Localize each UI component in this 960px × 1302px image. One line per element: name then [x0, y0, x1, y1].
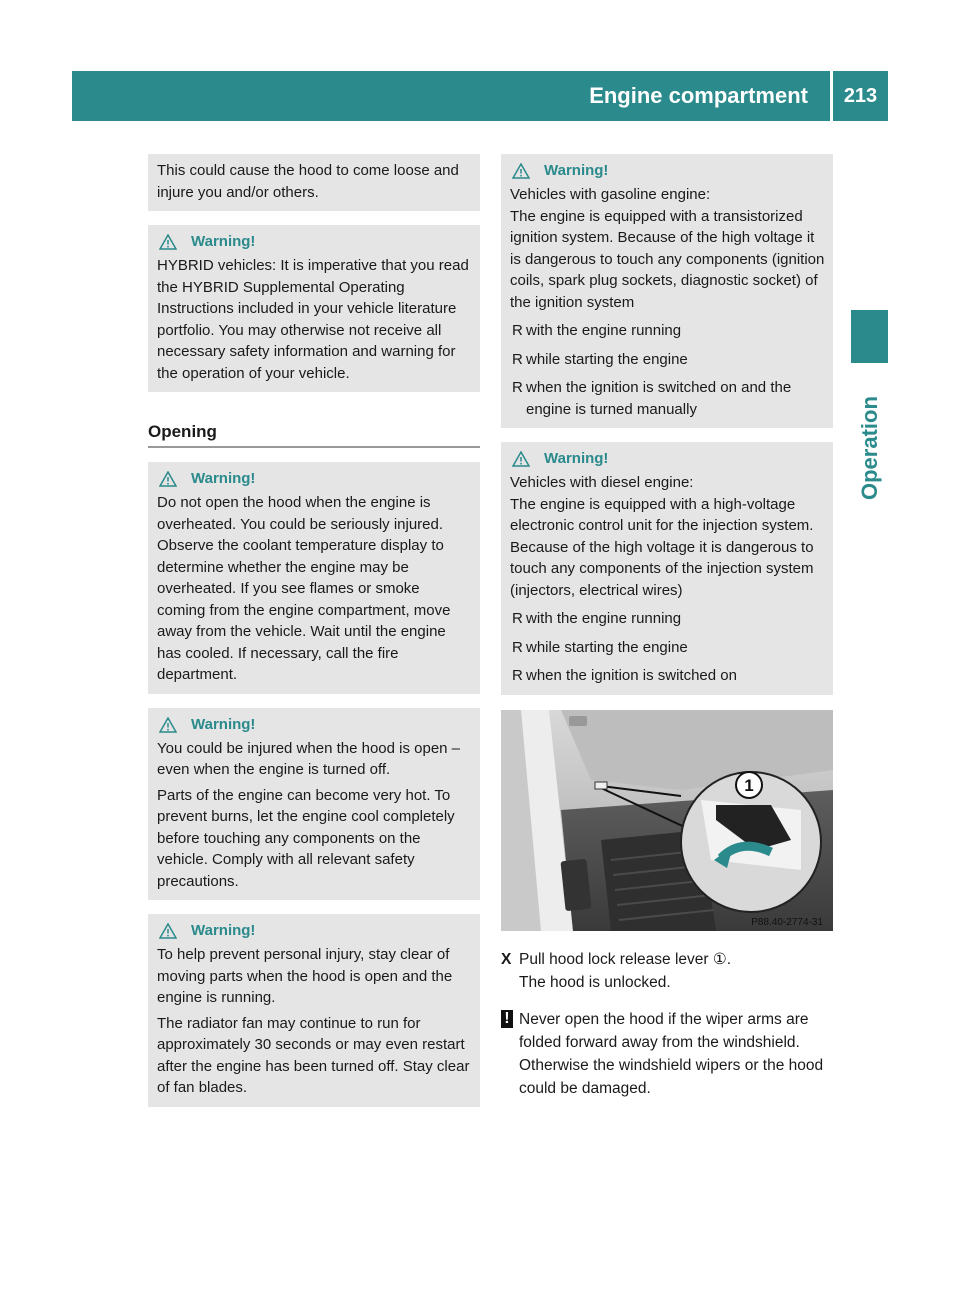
- warning-text: You could be injured when the hood is open – even when the engine is turned off.: [157, 739, 461, 778]
- warning-text: The engine is equipped with a transistorized ignition system. Because of the high voltage it is dangerous to touch any components (ignition coils, spark plug sockets, diagnostic socket) of the ignition system: [510, 207, 825, 311]
- diesel-warning-box: [501, 442, 833, 695]
- section-title: Engine compartment: [589, 83, 808, 108]
- hood-release-lever-photo: [501, 710, 833, 931]
- warning-heading: [157, 231, 472, 253]
- warning-heading: [510, 448, 825, 470]
- list-item: R with the engine running: [510, 320, 825, 342]
- warning-label: Warning!: [191, 715, 256, 733]
- bullet-icon: R: [512, 350, 523, 368]
- warning-label: Warning!: [191, 233, 256, 250]
- list-item: R while starting the engine: [510, 637, 825, 659]
- fan-warning-box: [148, 914, 480, 1107]
- bullet-icon: R: [512, 379, 523, 396]
- note-exclamation-icon: !: [501, 1010, 513, 1028]
- warning-text: Parts of the engine can become very hot. To prevent burns, let the engine cool completely before touching any components on the vehicle. Comply with all relevant safety precautions.: [157, 786, 455, 890]
- warning-subtitle: Vehicles with diesel engine:: [510, 474, 694, 491]
- photo-code: P88.40-2774-31: [751, 917, 823, 928]
- warning-label: Warning!: [544, 450, 609, 467]
- bullet-icon: R: [512, 322, 523, 339]
- warning-text: Do not open the hood when the engine is overheated. You could be seriously injured. Observe the coolant temperature display to determine whether the engine may be overheated. If you see flames or smoke coming from the engine compartment, move away from the vehicle. Wait until the engine has cooled. If necessary, call the fire department.: [157, 494, 451, 683]
- step-result: The hood is unlocked.: [519, 974, 671, 991]
- hybrid-warning-box: [148, 225, 480, 392]
- instruction-step: [501, 948, 837, 994]
- warning-heading: [157, 920, 472, 942]
- intro-text: This could cause the hood to come loose and injure you and/or others.: [157, 162, 459, 201]
- warning-label: Warning!: [544, 162, 609, 179]
- list-item: R when the ignition is switched on: [510, 665, 825, 687]
- warning-triangle-icon: [512, 451, 530, 467]
- photo-illustration: [501, 710, 833, 931]
- bullet-icon: R: [512, 638, 523, 656]
- section-heading-opening: Opening: [148, 408, 480, 448]
- bullet-list: [510, 608, 825, 687]
- warning-heading: [157, 468, 472, 490]
- warning-triangle-icon: [159, 717, 177, 733]
- note-block: [501, 1008, 837, 1100]
- warning-triangle-icon: [159, 471, 177, 487]
- intro-box: [148, 154, 480, 211]
- warning-text: The engine is equipped with a high-voltage electronic control unit for the injection system. Because of the high voltage it is dangerous to touch any components of the injection system (injectors, electrical wires): [510, 495, 814, 599]
- warning-text: HYBRID vehicles: It is imperative that you read the HYBRID Supplemental Operating Instructions included in your vehicle literature portfolio. You may otherwise not receive all necessary safety information and warning for the operation of your vehicle.: [157, 257, 469, 382]
- list-item: R with the engine running: [510, 608, 825, 630]
- left-column: [148, 154, 480, 1121]
- hot-parts-warning-box: [148, 708, 480, 901]
- page-header: [72, 71, 888, 121]
- warning-triangle-icon: [159, 234, 177, 250]
- note-text: Never open the hood if the wiper arms are folded forward away from the windshield. Otherwise the windshield wipers or the hood could be damaged.: [519, 1011, 824, 1097]
- warning-label: Warning!: [191, 922, 256, 939]
- warning-text: To help prevent personal injury, stay clear of moving parts when the hood is open and the engine is running.: [157, 946, 453, 1006]
- list-item: R while starting the engine: [510, 349, 825, 371]
- overheat-warning-box: [148, 462, 480, 694]
- warning-triangle-icon: [159, 923, 177, 939]
- bullet-list: [510, 320, 825, 420]
- warning-heading: [157, 714, 472, 736]
- side-tab-label: Operation: [857, 396, 882, 500]
- warning-label: Warning!: [191, 470, 256, 487]
- list-item: R when the ignition is switched on and the engine is turned manually: [512, 379, 792, 418]
- bullet-icon: R: [512, 610, 523, 627]
- callout-number: 1: [744, 776, 754, 795]
- warning-triangle-icon: [512, 163, 530, 179]
- page-number: 213: [843, 85, 878, 107]
- step-marker-icon: X: [501, 951, 512, 968]
- step-text: Pull hood lock release lever ①.: [519, 951, 732, 968]
- right-column: [501, 154, 833, 709]
- gasoline-warning-box: [501, 154, 833, 428]
- warning-subtitle: Vehicles with gasoline engine:: [510, 186, 711, 203]
- bullet-icon: R: [512, 667, 523, 684]
- warning-text: The radiator fan may continue to run for approximately 30 seconds or may even restart after the engine has been turned off. Stay clear of fan blades.: [157, 1014, 470, 1096]
- warning-heading: [510, 160, 825, 182]
